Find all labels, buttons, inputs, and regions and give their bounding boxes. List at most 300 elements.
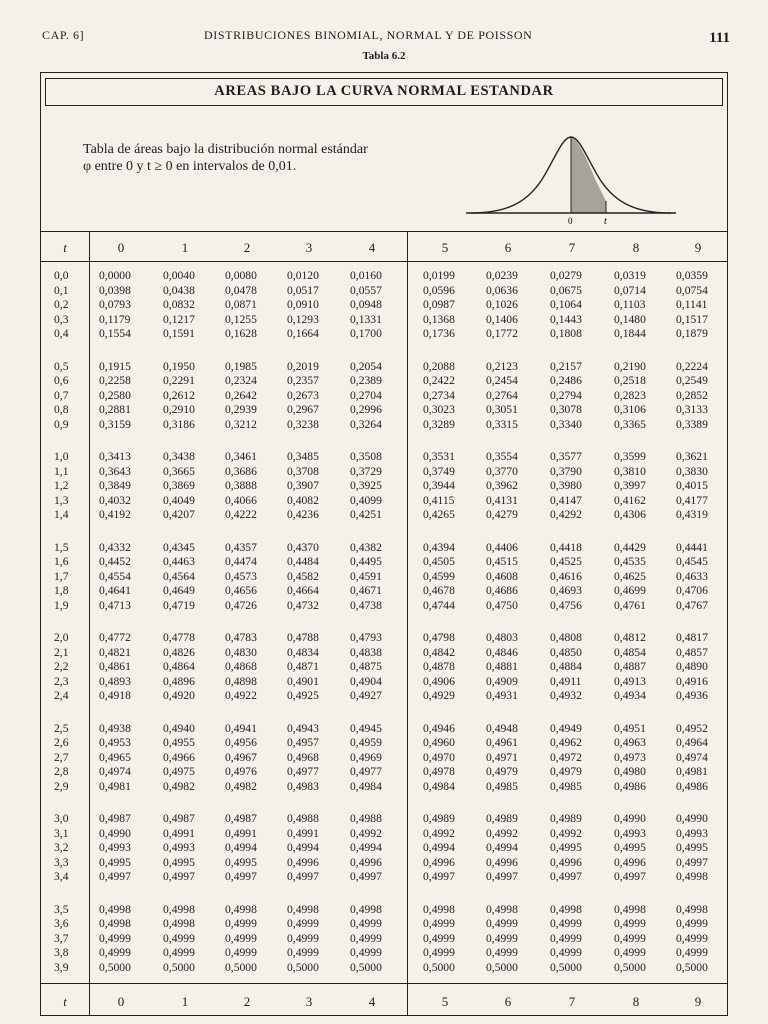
area-cell: 0,4970 xyxy=(423,750,455,764)
area-cell: 0,4850 xyxy=(550,645,582,659)
column-footer-row xyxy=(41,987,727,1015)
area-cell: 0,0557 xyxy=(350,283,382,297)
area-cell: 0,4871 xyxy=(287,660,319,674)
area-cell: 0,4884 xyxy=(550,660,582,674)
table-description: Tabla de áreas bajo la distribución normal estándar φ entre 0 y t ≥ 0 en intervalos de 0,01. xyxy=(83,142,368,174)
area-cell: 0,4999 xyxy=(614,917,646,931)
area-cell: 0,4991 xyxy=(163,826,195,840)
area-cell: 0,4981 xyxy=(99,779,131,793)
area-cell: 0,1293 xyxy=(287,312,319,326)
area-cell: 0,4983 xyxy=(287,779,319,793)
area-cell: 0,4778 xyxy=(163,631,195,644)
area-cell: 0,4616 xyxy=(550,569,582,583)
area-cell: 0,3770 xyxy=(486,464,518,478)
area-cell: 0,4974 xyxy=(99,765,131,779)
area-cell: 0,2258 xyxy=(99,374,131,388)
area-cell: 0,4207 xyxy=(163,508,195,522)
area-cell: 0,4995 xyxy=(676,841,708,855)
table-row xyxy=(41,479,727,494)
area-cell: 0,4929 xyxy=(423,689,455,703)
area-cell: 0,4925 xyxy=(287,689,319,703)
area-cell: 0,4999 xyxy=(163,931,195,945)
footer-col-0: 0 xyxy=(117,994,125,1009)
area-cell: 0,4979 xyxy=(486,765,518,779)
area-cell: 0,4999 xyxy=(225,946,257,960)
area-cell: 0,4772 xyxy=(99,631,131,644)
area-cell: 0,4732 xyxy=(287,598,319,612)
area-cell: 0,4993 xyxy=(163,841,195,855)
area-cell: 0,4878 xyxy=(423,660,455,674)
area-cell: 0,4162 xyxy=(614,493,646,507)
area-cell: 0,3051 xyxy=(486,403,518,417)
area-cell: 0,0871 xyxy=(225,298,257,312)
area-cell: 0,4625 xyxy=(614,569,646,583)
area-cell: 0,4641 xyxy=(99,584,131,598)
area-cell: 0,4993 xyxy=(99,841,131,855)
area-cell: 0,4948 xyxy=(486,721,518,735)
area-cell: 0,4429 xyxy=(614,540,646,554)
area-cell: 0,3749 xyxy=(423,464,455,478)
row-t-value: 2,5 xyxy=(54,721,69,735)
area-cell: 0,1331 xyxy=(350,312,382,326)
area-cell: 0,4987 xyxy=(99,812,131,825)
area-cell: 0,4997 xyxy=(287,870,319,884)
area-cell: 0,4945 xyxy=(350,721,382,735)
area-cell: 0,4345 xyxy=(163,540,195,554)
header-t-label: t xyxy=(63,240,67,255)
area-cell: 0,4999 xyxy=(99,946,131,960)
area-cell: 0,4505 xyxy=(423,555,455,569)
table-row xyxy=(41,298,727,313)
area-cell: 0,0596 xyxy=(423,283,455,297)
footer-col-2: 2 xyxy=(243,994,251,1009)
area-cell: 0,4999 xyxy=(550,946,582,960)
area-cell: 0,4177 xyxy=(676,493,708,507)
area-cell: 0,4756 xyxy=(550,598,582,612)
area-cell: 0,3389 xyxy=(676,417,708,431)
area-cell: 0,4990 xyxy=(99,826,131,840)
area-cell: 0,4535 xyxy=(614,555,646,569)
area-cell: 0,3078 xyxy=(550,403,582,417)
area-cell: 0,4906 xyxy=(423,674,455,688)
area-cell: 0,2518 xyxy=(614,374,646,388)
area-cell: 0,4904 xyxy=(350,674,382,688)
area-cell: 0,4545 xyxy=(676,555,708,569)
footer-col-9: 9 xyxy=(694,994,702,1009)
area-cell: 0,0040 xyxy=(163,269,195,282)
area-cell: 0,4965 xyxy=(99,750,131,764)
area-cell: 0,4916 xyxy=(676,674,708,688)
area-cell: 0,4591 xyxy=(350,569,382,583)
area-cell: 0,4998 xyxy=(225,902,257,916)
area-cell: 0,5000 xyxy=(676,960,708,974)
area-cell: 0,1772 xyxy=(486,327,518,341)
row-t-value: 3,0 xyxy=(54,812,69,825)
area-cell: 0,4972 xyxy=(550,750,582,764)
area-cell: 0,5000 xyxy=(550,960,582,974)
page-number: 111 xyxy=(709,30,730,46)
area-cell: 0,3461 xyxy=(225,450,257,463)
row-t-value: 2,3 xyxy=(54,674,69,688)
area-cell: 0,4082 xyxy=(287,493,319,507)
table-row xyxy=(41,570,727,585)
area-cell: 0,4649 xyxy=(163,584,195,598)
area-cell: 0,0160 xyxy=(350,269,382,282)
area-cell: 0,2324 xyxy=(225,374,257,388)
table-row xyxy=(41,751,727,766)
area-cell: 0,2881 xyxy=(99,403,131,417)
area-cell: 0,4991 xyxy=(287,826,319,840)
table-row xyxy=(41,827,727,842)
header-col-6: 6 xyxy=(504,240,512,255)
area-cell: 0,4984 xyxy=(350,779,382,793)
area-cell: 0,0793 xyxy=(99,298,131,312)
area-cell: 0,4265 xyxy=(423,508,455,522)
area-cell: 0,4382 xyxy=(350,540,382,554)
area-cell: 0,2088 xyxy=(423,359,455,373)
table-row xyxy=(41,961,727,976)
table-title: AREAS BAJO LA CURVA NORMAL ESTANDAR xyxy=(45,78,723,106)
area-cell: 0,4394 xyxy=(423,540,455,554)
area-cell: 0,4998 xyxy=(676,870,708,884)
row-t-value: 2,1 xyxy=(54,645,69,659)
area-cell: 0,4946 xyxy=(423,721,455,735)
area-cell: 0,4977 xyxy=(287,765,319,779)
area-cell: 0,2486 xyxy=(550,374,582,388)
area-cell: 0,2764 xyxy=(486,388,518,402)
row-t-value: 3,1 xyxy=(54,826,69,840)
area-cell: 0,4686 xyxy=(486,584,518,598)
area-cell: 0,1064 xyxy=(550,298,582,312)
area-cell: 0,4996 xyxy=(287,855,319,869)
area-cell: 0,4998 xyxy=(99,917,131,931)
row-t-value: 0,4 xyxy=(54,327,69,341)
row-t-value: 3,2 xyxy=(54,841,69,855)
area-cell: 0,4995 xyxy=(614,841,646,855)
area-cell: 0,4998 xyxy=(423,902,455,916)
area-cell: 0,4793 xyxy=(350,631,382,644)
area-cell: 0,4994 xyxy=(423,841,455,855)
area-cell: 0,4989 xyxy=(486,812,518,825)
area-cell: 0,4099 xyxy=(350,493,382,507)
area-cell: 0,0199 xyxy=(423,269,455,282)
table-row xyxy=(41,841,727,856)
area-cell: 0,4495 xyxy=(350,555,382,569)
area-cell: 0,1736 xyxy=(423,327,455,341)
area-cell: 0,4911 xyxy=(550,674,582,688)
area-cell: 0,2389 xyxy=(350,374,382,388)
area-cell: 0,4999 xyxy=(423,931,455,945)
area-cell: 0,4699 xyxy=(614,584,646,598)
row-t-value: 3,4 xyxy=(54,870,69,884)
area-cell: 0,4999 xyxy=(550,917,582,931)
area-cell: 0,4994 xyxy=(287,841,319,855)
t-column-divider xyxy=(89,231,90,1015)
footer-t-label: t xyxy=(63,994,67,1009)
area-cell: 0,4988 xyxy=(287,812,319,825)
area-cell: 0,4995 xyxy=(550,841,582,855)
area-cell: 0,4999 xyxy=(676,946,708,960)
area-cell: 0,0910 xyxy=(287,298,319,312)
table-row xyxy=(41,736,727,751)
area-cell: 0,4992 xyxy=(486,826,518,840)
area-cell: 0,4999 xyxy=(99,931,131,945)
table-row xyxy=(41,946,727,961)
area-cell: 0,3686 xyxy=(225,464,257,478)
area-cell: 0,4898 xyxy=(225,674,257,688)
area-cell: 0,4922 xyxy=(225,689,257,703)
area-cell: 0,1591 xyxy=(163,327,195,341)
table-row xyxy=(41,660,727,675)
area-cell: 0,4994 xyxy=(486,841,518,855)
row-t-value: 0,6 xyxy=(54,374,69,388)
area-cell: 0,4913 xyxy=(614,674,646,688)
area-cell: 0,2612 xyxy=(163,388,195,402)
area-cell: 0,3315 xyxy=(486,417,518,431)
area-cell: 0,4966 xyxy=(163,750,195,764)
area-cell: 0,4999 xyxy=(350,917,382,931)
area-cell: 0,4015 xyxy=(676,479,708,493)
area-cell: 0,4999 xyxy=(614,946,646,960)
area-cell: 0,4861 xyxy=(99,660,131,674)
row-t-value: 2,9 xyxy=(54,779,69,793)
area-cell: 0,0714 xyxy=(614,283,646,297)
area-cell: 0,4049 xyxy=(163,493,195,507)
area-cell: 0,5000 xyxy=(350,960,382,974)
table-row xyxy=(41,450,727,465)
row-t-value: 2,7 xyxy=(54,750,69,764)
area-cell: 0,4931 xyxy=(486,689,518,703)
area-cell: 0,4999 xyxy=(676,917,708,931)
area-cell: 0,3238 xyxy=(287,417,319,431)
area-cell: 0,2454 xyxy=(486,374,518,388)
area-cell: 0,4999 xyxy=(350,946,382,960)
area-cell: 0,4582 xyxy=(287,569,319,583)
row-t-value: 3,5 xyxy=(54,902,69,916)
row-t-value: 0,0 xyxy=(54,269,69,282)
area-cell: 0,3340 xyxy=(550,417,582,431)
row-t-value: 1,1 xyxy=(54,464,69,478)
area-cell: 0,2939 xyxy=(225,403,257,417)
area-cell: 0,1664 xyxy=(287,327,319,341)
area-cell: 0,3186 xyxy=(163,417,195,431)
table-row xyxy=(41,917,727,932)
area-cell: 0,4998 xyxy=(163,902,195,916)
table-row xyxy=(41,403,727,418)
area-cell: 0,3577 xyxy=(550,450,582,463)
area-cell: 0,1879 xyxy=(676,327,708,341)
header-col-9: 9 xyxy=(694,240,702,255)
area-cell: 0,1985 xyxy=(225,359,257,373)
area-cell: 0,4999 xyxy=(486,946,518,960)
area-cell: 0,3264 xyxy=(350,417,382,431)
area-cell: 0,4901 xyxy=(287,674,319,688)
area-cell: 0,4940 xyxy=(163,721,195,735)
area-cell: 0,0359 xyxy=(676,269,708,282)
area-cell: 0,1628 xyxy=(225,327,257,341)
area-cell: 0,4726 xyxy=(225,598,257,612)
row-t-value: 3,3 xyxy=(54,855,69,869)
row-t-value: 1,4 xyxy=(54,508,69,522)
row-t-value: 3,7 xyxy=(54,931,69,945)
area-cell: 0,4955 xyxy=(163,736,195,750)
area-cell: 0,4857 xyxy=(676,645,708,659)
area-cell: 0,4974 xyxy=(676,750,708,764)
area-cell: 0,4992 xyxy=(350,826,382,840)
header-col-4: 4 xyxy=(368,240,376,255)
area-cell: 0,4452 xyxy=(99,555,131,569)
area-cell: 0,3980 xyxy=(550,479,582,493)
area-cell: 0,4984 xyxy=(423,779,455,793)
area-cell: 0,4693 xyxy=(550,584,582,598)
shaded-area xyxy=(571,137,606,213)
area-cell: 0,0987 xyxy=(423,298,455,312)
area-cell: 0,0517 xyxy=(287,283,319,297)
area-cell: 0,4963 xyxy=(614,736,646,750)
column-header-row xyxy=(41,233,727,261)
area-cell: 0,4949 xyxy=(550,721,582,735)
area-cell: 0,3621 xyxy=(676,450,708,463)
table-row xyxy=(41,584,727,599)
area-cell: 0,4918 xyxy=(99,689,131,703)
area-cell: 0,4938 xyxy=(99,721,131,735)
area-cell: 0,2734 xyxy=(423,388,455,402)
row-t-value: 1,8 xyxy=(54,584,69,598)
area-cell: 0,4251 xyxy=(350,508,382,522)
area-cell: 0,4656 xyxy=(225,584,257,598)
table-row xyxy=(41,269,727,284)
area-cell: 0,4842 xyxy=(423,645,455,659)
header-col-2: 2 xyxy=(243,240,251,255)
area-cell: 0,4999 xyxy=(287,946,319,960)
area-cell: 0,0832 xyxy=(163,298,195,312)
area-cell: 0,4992 xyxy=(423,826,455,840)
footer-rule xyxy=(41,983,727,984)
footer-col-5: 5 xyxy=(441,994,449,1009)
area-cell: 0,3413 xyxy=(99,450,131,463)
table-row xyxy=(41,360,727,375)
area-cell: 0,4997 xyxy=(225,870,257,884)
table-row xyxy=(41,494,727,509)
area-cell: 0,4995 xyxy=(163,855,195,869)
area-cell: 0,1844 xyxy=(614,327,646,341)
area-cell: 0,4909 xyxy=(486,674,518,688)
area-cell: 0,3944 xyxy=(423,479,455,493)
area-cell: 0,4934 xyxy=(614,689,646,703)
curve-label-origin: 0 xyxy=(568,216,573,226)
area-cell: 0,4998 xyxy=(287,902,319,916)
area-cell: 0,4977 xyxy=(350,765,382,779)
table-row xyxy=(41,555,727,570)
area-cell: 0,4999 xyxy=(163,946,195,960)
area-cell: 0,4222 xyxy=(225,508,257,522)
area-cell: 0,4992 xyxy=(550,826,582,840)
area-cell: 0,4994 xyxy=(225,841,257,855)
area-cell: 0,0120 xyxy=(287,269,319,282)
area-cell: 0,4979 xyxy=(550,765,582,779)
normal-curve-figure xyxy=(466,123,676,229)
area-cell: 0,4997 xyxy=(423,870,455,884)
area-cell: 0,4887 xyxy=(614,660,646,674)
area-cell: 0,3997 xyxy=(614,479,646,493)
area-cell: 0,4996 xyxy=(550,855,582,869)
area-cell: 0,4515 xyxy=(486,555,518,569)
footer-col-4: 4 xyxy=(368,994,376,1009)
area-cell: 0,3925 xyxy=(350,479,382,493)
area-cell: 0,4971 xyxy=(486,750,518,764)
table-row xyxy=(41,689,727,704)
area-cell: 0,0636 xyxy=(486,283,518,297)
area-cell: 0,4981 xyxy=(676,765,708,779)
area-cell: 0,4834 xyxy=(287,645,319,659)
area-cell: 0,4370 xyxy=(287,540,319,554)
area-cell: 0,2996 xyxy=(350,403,382,417)
area-cell: 0,4962 xyxy=(550,736,582,750)
area-cell: 0,2580 xyxy=(99,388,131,402)
area-cell: 0,4525 xyxy=(550,555,582,569)
area-cell: 0,4798 xyxy=(423,631,455,644)
area-cell: 0,4993 xyxy=(614,826,646,840)
area-cell: 0,4997 xyxy=(614,870,646,884)
area-cell: 0,3729 xyxy=(350,464,382,478)
area-cell: 0,4957 xyxy=(287,736,319,750)
area-cell: 0,4995 xyxy=(99,855,131,869)
area-cell: 0,4996 xyxy=(614,855,646,869)
area-cell: 0,4932 xyxy=(550,689,582,703)
area-cell: 0,4996 xyxy=(423,855,455,869)
area-cell: 0,1700 xyxy=(350,327,382,341)
area-cell: 0,3508 xyxy=(350,450,382,463)
area-cell: 0,4418 xyxy=(550,540,582,554)
table-row xyxy=(41,284,727,299)
area-cell: 0,4131 xyxy=(486,493,518,507)
area-cell: 0,3023 xyxy=(423,403,455,417)
area-cell: 0,4032 xyxy=(99,493,131,507)
table-row xyxy=(41,327,727,342)
area-cell: 0,5000 xyxy=(486,960,518,974)
area-cell: 0,4976 xyxy=(225,765,257,779)
area-cell: 0,5000 xyxy=(287,960,319,974)
area-cell: 0,4988 xyxy=(350,812,382,825)
area-cell: 0,1443 xyxy=(550,312,582,326)
area-cell: 0,4991 xyxy=(225,826,257,840)
area-cell: 0,2157 xyxy=(550,359,582,373)
area-cell: 0,4678 xyxy=(423,584,455,598)
area-cell: 0,1141 xyxy=(676,298,708,312)
area-cell: 0,4999 xyxy=(350,931,382,945)
area-cell: 0,2224 xyxy=(676,359,708,373)
area-cell: 0,4838 xyxy=(350,645,382,659)
area-cell: 0,2910 xyxy=(163,403,195,417)
area-cell: 0,4990 xyxy=(614,812,646,825)
area-cell: 0,3106 xyxy=(614,403,646,417)
table-row xyxy=(41,374,727,389)
area-cell: 0,4998 xyxy=(99,902,131,916)
header-col-8: 8 xyxy=(632,240,640,255)
area-cell: 0,4357 xyxy=(225,540,257,554)
area-cell: 0,2357 xyxy=(287,374,319,388)
area-cell: 0,1480 xyxy=(614,312,646,326)
area-cell: 0,4993 xyxy=(676,826,708,840)
area-cell: 0,3665 xyxy=(163,464,195,478)
table-row xyxy=(41,675,727,690)
area-cell: 0,2852 xyxy=(676,388,708,402)
row-t-value: 3,9 xyxy=(54,960,69,974)
header-rule-bottom xyxy=(41,261,727,262)
area-cell: 0,4812 xyxy=(614,631,646,644)
middle-column-divider xyxy=(407,231,408,1015)
area-cell: 0,2123 xyxy=(486,359,518,373)
